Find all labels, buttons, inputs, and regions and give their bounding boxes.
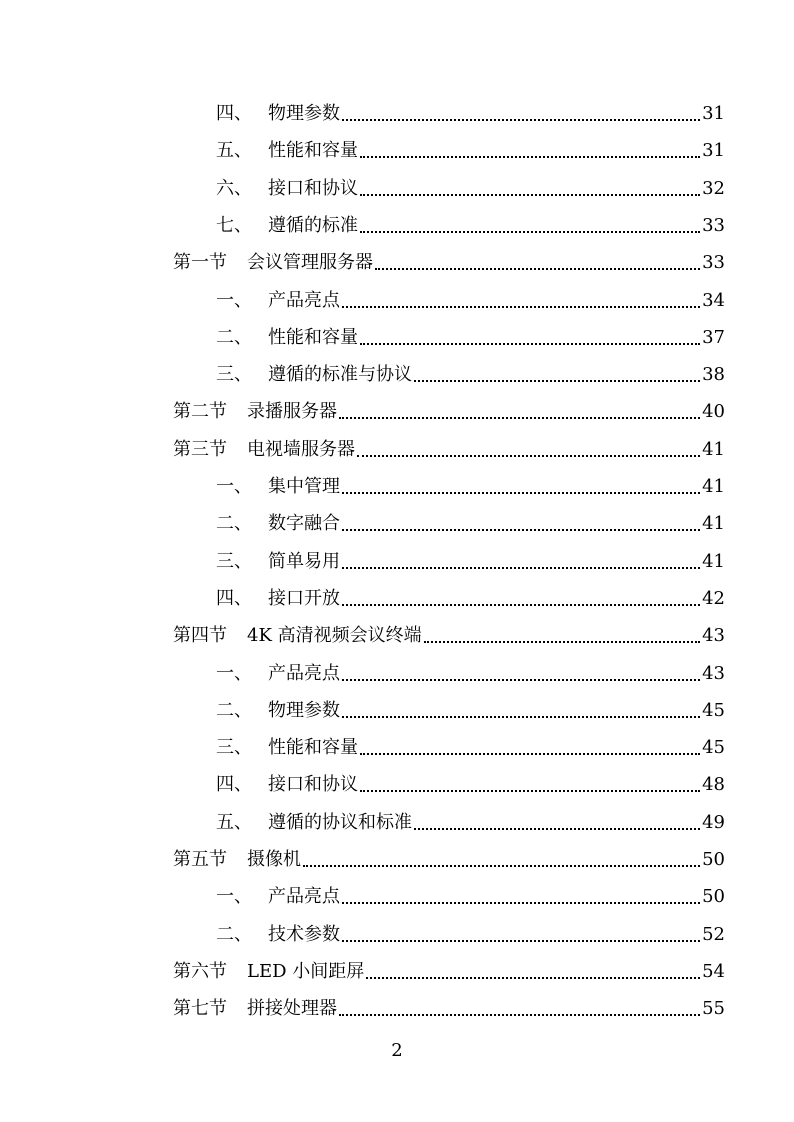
toc-entry-number: 一、 — [216, 886, 252, 908]
toc-entry[interactable] — [173, 955, 725, 983]
dot-leader — [360, 343, 700, 345]
toc-entry-page: 52 — [702, 923, 725, 945]
dot-leader — [342, 716, 700, 718]
toc-entry-number: 三、 — [216, 364, 252, 386]
dot-leader — [342, 940, 700, 942]
toc-entry-title: 遵循的标准 — [268, 214, 358, 236]
toc-entry-title: 遵循的标准与协议 — [268, 364, 412, 386]
toc-entry-title: 产品亮点 — [268, 662, 340, 684]
toc-entry-number: 第六节 — [173, 960, 227, 982]
toc-entry-page: 34 — [702, 289, 725, 311]
toc-entry-page: 31 — [702, 140, 725, 162]
toc-entry[interactable] — [216, 209, 725, 237]
toc-entry-page: 32 — [702, 177, 725, 199]
toc-entry-title: 产品亮点 — [268, 886, 340, 908]
toc-entry-title: 录播服务器 — [247, 401, 337, 423]
toc-entry-title: 接口开放 — [268, 587, 340, 609]
toc-entry-title: 性能和容量 — [268, 737, 358, 759]
toc-entry-number: 三、 — [216, 737, 252, 759]
toc-entry-page: 41 — [702, 438, 725, 460]
toc-entry-number: 一、 — [216, 662, 252, 684]
toc-entry-page: 50 — [702, 886, 725, 908]
dot-leader — [303, 865, 700, 867]
toc-entry-number: 五、 — [216, 140, 252, 162]
toc-entry[interactable] — [173, 843, 725, 871]
toc-entry[interactable] — [173, 619, 725, 647]
toc-entry[interactable] — [216, 284, 725, 312]
toc-entry-page: 43 — [702, 625, 725, 647]
toc-entry-number: 一、 — [216, 289, 252, 311]
toc-entry-number: 二、 — [216, 326, 252, 348]
dot-leader — [360, 156, 700, 158]
toc-entry-page: 49 — [702, 811, 725, 833]
dot-leader — [360, 753, 700, 755]
toc-entry-title: 物理参数 — [268, 103, 340, 124]
toc-entry[interactable] — [216, 321, 725, 349]
toc-entry-number: 三、 — [216, 550, 252, 572]
toc-entry[interactable] — [216, 507, 725, 535]
toc-entry-number: 第一节 — [173, 252, 227, 274]
toc-entry[interactable] — [216, 470, 725, 498]
toc-entry-number: 四、 — [216, 774, 252, 796]
toc-entry-title: 数字融合 — [268, 513, 340, 535]
dot-leader — [342, 492, 700, 494]
dot-leader — [342, 119, 700, 121]
toc-entry-page: 50 — [702, 849, 725, 870]
toc-entry-page: 43 — [702, 662, 725, 684]
toc-entry[interactable] — [216, 918, 725, 946]
toc-entry-page: 54 — [702, 960, 725, 982]
dot-leader — [360, 790, 700, 792]
toc-entry[interactable] — [173, 246, 725, 274]
toc-entry-number: 四、 — [216, 103, 252, 124]
toc-entry-title: 拼接处理器 — [247, 998, 337, 1020]
toc-entry[interactable] — [216, 134, 725, 162]
toc-entry[interactable] — [216, 731, 725, 759]
toc-entry[interactable] — [216, 582, 725, 610]
toc-entry-number: 二、 — [216, 923, 252, 945]
dot-leader — [357, 455, 700, 457]
toc-entry[interactable] — [173, 433, 725, 461]
toc-entry-page: 31 — [702, 103, 725, 124]
dot-leader — [414, 380, 700, 382]
toc-entry[interactable] — [173, 992, 725, 1020]
dot-leader — [360, 194, 700, 196]
toc-entry[interactable] — [216, 172, 725, 200]
dot-leader — [339, 417, 700, 419]
toc-entry-page: 42 — [702, 587, 725, 609]
toc-entry-title: 4K 高清视频会议终端 — [247, 625, 422, 647]
toc-entry-page: 45 — [702, 699, 725, 721]
toc-entry[interactable] — [216, 694, 725, 722]
toc-entry-number: 七、 — [216, 214, 252, 236]
toc-entry-title: 集中管理 — [268, 476, 340, 497]
dot-leader — [342, 306, 700, 308]
toc-entry-title: 性能和容量 — [268, 140, 358, 162]
toc-entry-title: 遵循的协议和标准 — [268, 811, 412, 833]
toc-entry-page: 37 — [702, 326, 725, 348]
toc-entry-title: 技术参数 — [268, 923, 340, 945]
toc-entry-number: 二、 — [216, 513, 252, 535]
toc-entry-page: 40 — [702, 401, 725, 423]
toc-entry-title: 接口和协议 — [268, 177, 358, 199]
toc-entry[interactable] — [216, 768, 725, 796]
toc-entry-page: 38 — [702, 364, 725, 386]
toc-entry-page: 41 — [702, 513, 725, 535]
dot-leader — [360, 231, 700, 233]
toc-entry-title: LED 小间距屏 — [247, 960, 365, 982]
toc-entry-number: 第三节 — [173, 438, 227, 460]
toc-entry-page: 33 — [702, 214, 725, 236]
dot-leader — [414, 828, 700, 830]
dot-leader — [342, 567, 700, 569]
toc-entry-number: 一、 — [216, 476, 252, 497]
dot-leader — [342, 529, 700, 531]
toc-entry-number: 第四节 — [173, 625, 227, 647]
toc-entry-title: 物理参数 — [268, 699, 340, 721]
toc-entry-title: 产品亮点 — [268, 289, 340, 311]
toc-entry[interactable] — [216, 657, 725, 685]
toc-entry-number: 五、 — [216, 811, 252, 833]
toc-entry[interactable] — [216, 545, 725, 573]
page-number: 2 — [391, 1040, 403, 1061]
toc-entry-number: 四、 — [216, 587, 252, 609]
dot-leader — [342, 604, 700, 606]
toc-entry-page: 41 — [702, 476, 725, 497]
dot-leader — [366, 977, 700, 979]
toc-entry-number: 六、 — [216, 177, 252, 199]
toc-entry-page: 41 — [702, 550, 725, 572]
toc-entry-page: 45 — [702, 737, 725, 759]
toc-entry-title: 接口和协议 — [268, 774, 358, 796]
toc-entry-page: 55 — [702, 998, 725, 1020]
toc-entry-page: 33 — [702, 252, 725, 274]
toc-entry-number: 第七节 — [173, 998, 227, 1020]
dot-leader — [375, 268, 700, 270]
toc-entry[interactable] — [216, 97, 725, 125]
toc-entry[interactable] — [216, 806, 725, 834]
dot-leader — [424, 641, 700, 643]
dot-leader — [342, 679, 700, 681]
toc-entry-number: 二、 — [216, 699, 252, 721]
dot-leader — [342, 902, 700, 904]
toc-entry[interactable] — [216, 880, 725, 908]
toc-entry-title: 会议管理服务器 — [247, 252, 373, 274]
toc-entry-page: 48 — [702, 774, 725, 796]
toc-entry-title: 摄像机 — [247, 849, 301, 870]
toc-entry-number: 第二节 — [173, 401, 227, 423]
toc-entry-title: 简单易用 — [268, 550, 340, 572]
dot-leader — [339, 1014, 700, 1016]
toc-entry[interactable] — [173, 395, 725, 423]
toc-entry-number: 第五节 — [173, 849, 227, 870]
toc-entry-title: 性能和容量 — [268, 326, 358, 348]
toc-entry-title: 电视墙服务器 — [247, 438, 355, 460]
toc-entry[interactable] — [216, 358, 725, 386]
